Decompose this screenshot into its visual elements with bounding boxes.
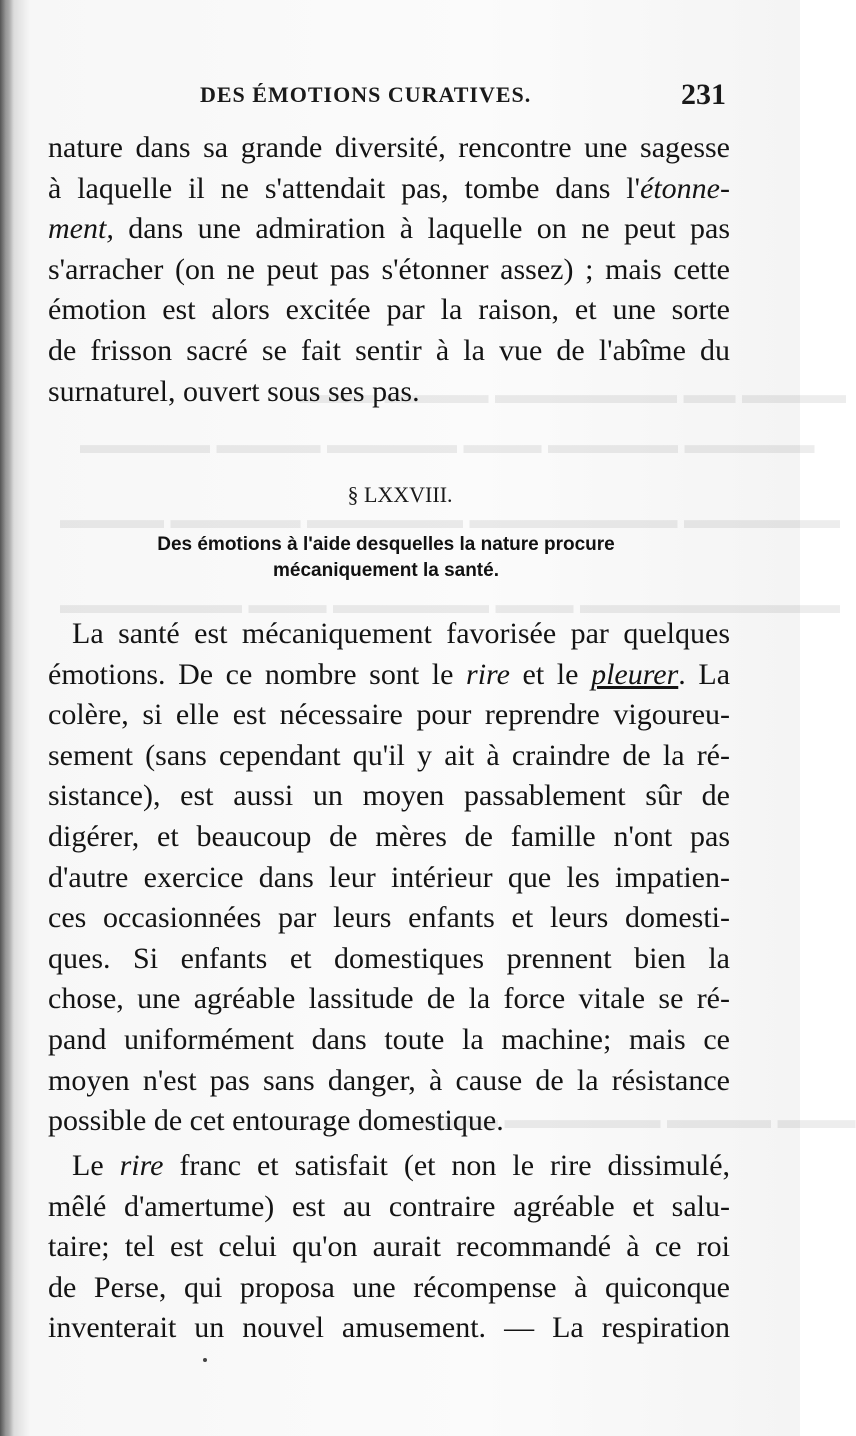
text-segment: . La [678, 657, 731, 691]
italic-word: pleurer [591, 657, 679, 691]
paragraph [48, 1146, 730, 1349]
text-segment: émotions. De ce nombre sont le [48, 657, 454, 691]
text-line: moyen n'est pas sans danger, à cause de la résistance [48, 1063, 730, 1097]
text-line: chose, une agréable lassitude de la force vitale se ré- [48, 982, 730, 1016]
bleed-through-texture: ▬▬▬▬ ▬▬ ▬▬▬▬▬▬▬ ▬▬▬▬ ▬▬▬ [300, 380, 846, 409]
section-number: § LXXVIII. [347, 482, 453, 507]
text-line: possible de cet entourage domestique. [48, 1104, 504, 1138]
italic-word: rire [466, 657, 510, 691]
paragraph-continuation [48, 128, 730, 412]
running-title: DES ÉMOTIONS CURATIVES. [200, 82, 532, 107]
ink-speck [203, 1358, 207, 1362]
text-line: sement (sans cependant qu'il y ait à craindre de la ré- [48, 738, 730, 772]
text-line: La santé est mécaniquement favorisée par quelques [72, 617, 730, 650]
page-number: 231 [681, 78, 726, 111]
text-line: s'arracher (on ne peut pas s'étonner assez) ; mais cette [48, 252, 730, 286]
text-line: ces occasionnées par leurs enfants et leurs domesti- [48, 901, 730, 935]
text-segment: dans une admiration à laquelle on ne peut pas [113, 212, 730, 246]
paragraph [48, 614, 730, 1142]
text-segment: à laquelle il ne s'attendait pas, tombe dans l' [48, 171, 641, 205]
text-line: nature dans sa grande diversité, rencontre une sagesse [48, 131, 730, 164]
text-line: ques. Si enfants et domestiques prennent bien la [48, 941, 730, 975]
text-line: émotion est alors excitée par la raison, et une sorte [48, 293, 730, 327]
bleed-through-texture: ▬▬▬▬▬▬ ▬▬▬▬▬▬▬▬ ▬▬▬▬▬▬ ▬▬▬▬▬ ▬▬▬▬ [60, 505, 840, 534]
text-line: sistance), est aussi un moyen passablement sûr de [48, 779, 730, 813]
text-line: d'autre exercice dans leur intérieur que les impatien- [48, 860, 730, 894]
text-line [48, 655, 730, 696]
running-head [200, 78, 740, 118]
italic-word: étonne- [640, 171, 730, 205]
section-title-line: Des émotions à l'aide desquelles la nature procure [157, 534, 615, 555]
section-title-line: mécaniquement la santé. [273, 560, 499, 581]
text-segment: et le [522, 657, 579, 691]
text-segment: Le [72, 1149, 104, 1182]
italic-word: ment, [48, 212, 114, 246]
text-line: inventerait un nouvel amusement. — La respiration [48, 1311, 730, 1345]
bleed-through-texture: ▬▬▬▬▬ ▬▬▬▬▬ ▬▬▬ ▬▬▬▬▬ ▬▬▬▬ ▬▬▬▬▬ [80, 430, 815, 459]
bleed-through-texture: ▬▬▬ ▬▬▬▬ ▬▬▬▬▬▬ ▬▬▬ [420, 1105, 856, 1134]
text-line [48, 1146, 730, 1187]
text-line [48, 209, 730, 250]
text-line: de frisson sacré se fait sentir à la vue de l'abîme du [48, 333, 730, 367]
text-line [48, 169, 730, 210]
text-line: digérer, et beaucoup de mères de famille n'ont pas [48, 819, 730, 853]
section-title [56, 532, 716, 584]
italic-word: rire [119, 1149, 164, 1182]
text-line: pand uniformément dans toute la machine; mais ce [48, 1022, 730, 1056]
text-line: de Perse, qui proposa une récompense à quiconque [48, 1270, 730, 1304]
text-segment: franc et satisfait (et non le rire dissimulé, [179, 1149, 731, 1182]
text-line: surnaturel, ouvert sous ses pas. [48, 374, 420, 408]
text-line: mêlé d'amertume) est au contraire agréable et salu- [48, 1189, 730, 1223]
text-line: colère, si elle est nécessaire pour reprendre vigoureu- [48, 698, 730, 732]
text-line: taire; tel est celui qu'on aurait recommandé à ce roi [48, 1230, 730, 1264]
bleed-through-texture: ▬▬▬▬▬▬▬▬▬▬ ▬▬▬ ▬▬▬▬▬▬ ▬▬▬ ▬▬▬▬▬▬▬ [60, 590, 840, 619]
